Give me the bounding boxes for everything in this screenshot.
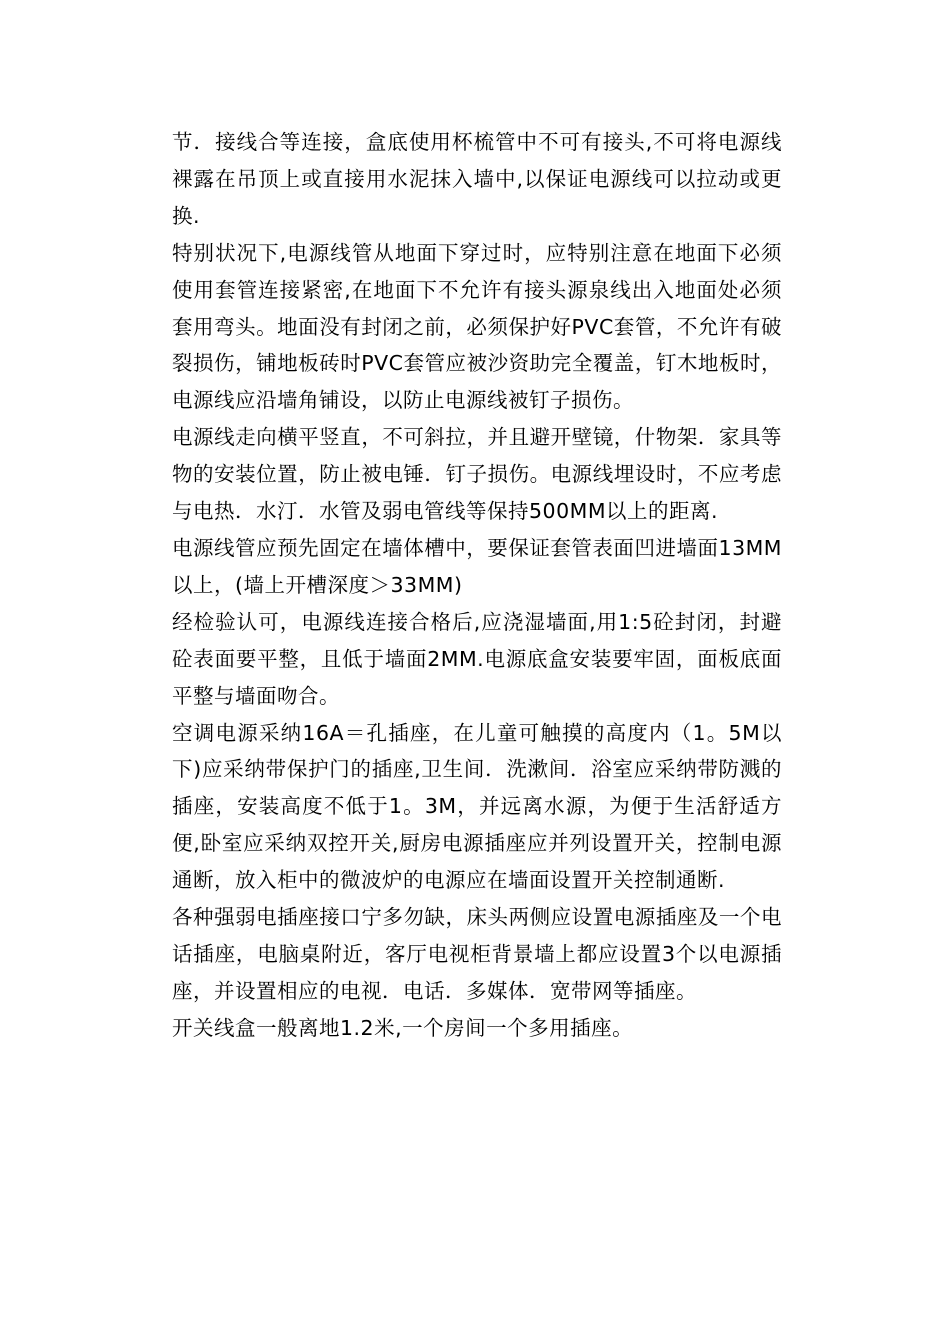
paragraph-socket-quantity: 各种强弱电插座接口宁多勿缺，床头两侧应设置电源插座及一个电话插座，电脑桌附近，客厅电视柜背景墙上都应设置3个以电源插座，并设置相应的电视．电话．多媒体．宽带网等插座。 xyxy=(172,905,782,1003)
paragraph-wall-sealing: 经检验认可，电源线连接合格后,应浇湿墙面,用1:5砼封闭，封避砼表面要平整，且低于墙面2MM.电源底盒安装要牢固，面板底面平整与墙面吻合。 xyxy=(172,609,782,708)
paragraph-wiring-connection: 节．接线合等连接，盒底使用杯梳管中不可有接头,不可将电源线裸露在吊顶上或直接用水泥抹入墙中,以保证电源线可以拉动或更换. xyxy=(172,130,782,228)
paragraph-conduit-fixing: 电源线管应预先固定在墙体槽中，要保证套管表面凹进墙面13MM以上，(墙上开槽深度＞33MM) xyxy=(172,535,782,597)
document-body xyxy=(172,124,782,1047)
paragraph-switch-height: 开关线盒一般离地1.2米,一个房间一个多用插座。 xyxy=(172,1015,634,1040)
paragraph-socket-requirements: 空调电源采纳16A＝孔插座，在儿童可触摸的高度内（1。5M以下)应采纳带保护门的插座,卫生间．洗漱间．浴室应采纳带防溅的插座，安装高度不低于1。3M，并远离水源，为便于生活舒适方便,卧室应采纳双控开关,厨房电源插座应并列设置开关，控制电源通断，放入柜中的微波炉的电源应在墙面设置开关控制通断. xyxy=(172,720,782,893)
paragraph-cable-routing: 电源线走向横平竖直，不可斜拉，并且避开壁镜，什物架．家具等物的安装位置，防止被电锤．钉子损伤。电源线埋设时，不应考虑与电热．水汀．水管及弱电管线等保持500MM以上的距离. xyxy=(172,425,782,524)
paragraph-underground-conduit: 特别状况下,电源线管从地面下穿过时，应特别注意在地面下必须使用套管连接紧密,在地面下不允许有接头源泉线出入地面处必须套用弯头。地面没有封闭之前，必须保护好PVC套管，不允许有破裂损伤，铺地板砖时PVC套管应被沙资助完全覆盖，钉木地板时，电源线应沿墙角铺设，以防止电源线被钉子损伤。 xyxy=(172,240,782,413)
